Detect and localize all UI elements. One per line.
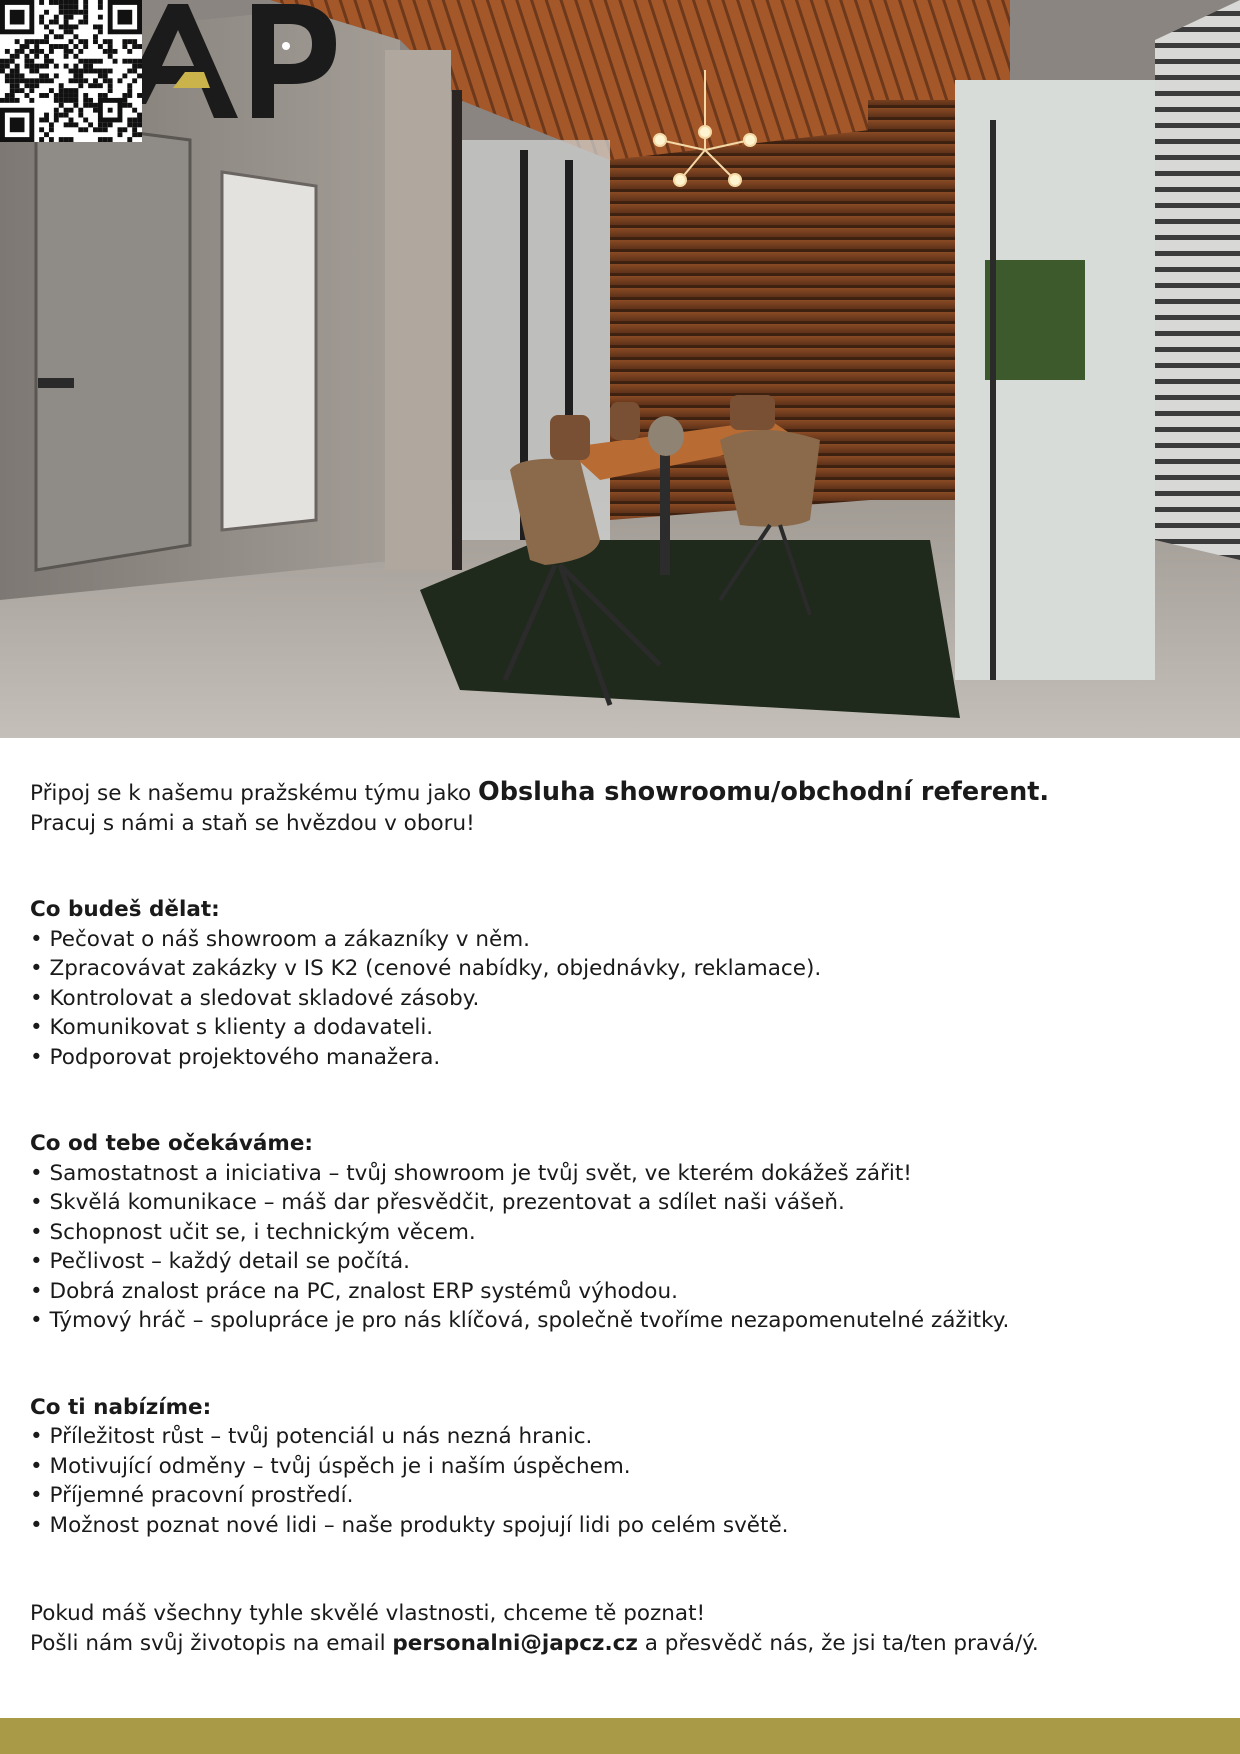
contact-email-link[interactable]: personalni@japcz.cz — [392, 1630, 638, 1656]
footer-accent-bar — [0, 1718, 1240, 1754]
duties-list — [30, 925, 1210, 1073]
list-item: • Pečovat o náš showroom a zákazníky v něm. — [30, 925, 1210, 955]
section-heading: Co ti nabízíme: — [30, 1394, 212, 1420]
list-item: • Schopnost učit se, i technickým věcem. — [30, 1218, 1210, 1248]
requirements-list — [30, 1159, 1210, 1336]
closing — [30, 1599, 1210, 1658]
position-title: Obsluha showroomu/obchodní referent. — [478, 777, 1050, 807]
benefits-list — [30, 1422, 1210, 1540]
list-item: • Komunikovat s klienty a dodavateli. — [30, 1013, 1210, 1043]
section-benefits — [30, 1393, 1210, 1541]
list-item: • Příjemné pracovní prostředí. — [30, 1481, 1210, 1511]
list-item: • Skvělá komunikace – máš dar přesvědčit, prezentovat a sdílet naši vášeň. — [30, 1188, 1210, 1218]
closing-text-before: Pošli nám svůj životopis na email — [30, 1630, 393, 1656]
list-item: • Zpracovávat zakázky v IS K2 (cenové nabídky, objednávky, reklamace). — [30, 954, 1210, 984]
section-heading: Co od tebe očekáváme: — [30, 1131, 314, 1156]
section-duties — [30, 895, 1210, 1072]
section-requirements — [30, 1129, 1210, 1336]
closing-text-after: a přesvědč nás, že jsi ta/ten pravá/ý. — [637, 1630, 1039, 1656]
job-ad-body — [30, 778, 1210, 1658]
list-item: • Samostatnost a iniciativa – tvůj showroom je tvůj svět, ve kterém dokážeš zářit! — [30, 1159, 1210, 1189]
list-item: • Podporovat projektového manažera. — [30, 1043, 1210, 1073]
list-item: • Motivující odměny – tvůj úspěch je i naším úspěchem. — [30, 1452, 1210, 1482]
hero-photo — [0, 0, 1240, 738]
intro-line-1 — [30, 778, 1210, 809]
closing-line-1: Pokud máš všechny tyhle skvělé vlastnosti, chceme tě poznat! — [30, 1601, 706, 1626]
logo-letter-p — [252, 4, 336, 118]
list-item: • Kontrolovat a sledovat skladové zásoby. — [30, 984, 1210, 1014]
intro-lead: Připoj se k našemu pražskému týmu jako — [30, 781, 479, 806]
list-item: • Dobrá znalost práce na PC, znalost ERP systémů výhodou. — [30, 1277, 1210, 1307]
section-heading: Co budeš dělat: — [30, 897, 220, 922]
intro — [30, 778, 1210, 838]
qr-code-icon — [0, 0, 142, 142]
list-item: • Pečlivost – každý detail se počítá. — [30, 1247, 1210, 1277]
list-item: • Příležitost růst – tvůj potenciál u nás nezná hranic. — [30, 1422, 1210, 1452]
intro-line-2: Pracuj s námi a staň se hvězdou v oboru! — [30, 810, 475, 836]
list-item: • Týmový hráč – spolupráce je pro nás klíčová, společně tvoříme nezapomenutelné zážitky. — [30, 1306, 1210, 1336]
closing-line-2 — [30, 1629, 1210, 1659]
list-item: • Možnost poznat nové lidi – naše produkty spojují lidi po celém světě. — [30, 1511, 1210, 1541]
